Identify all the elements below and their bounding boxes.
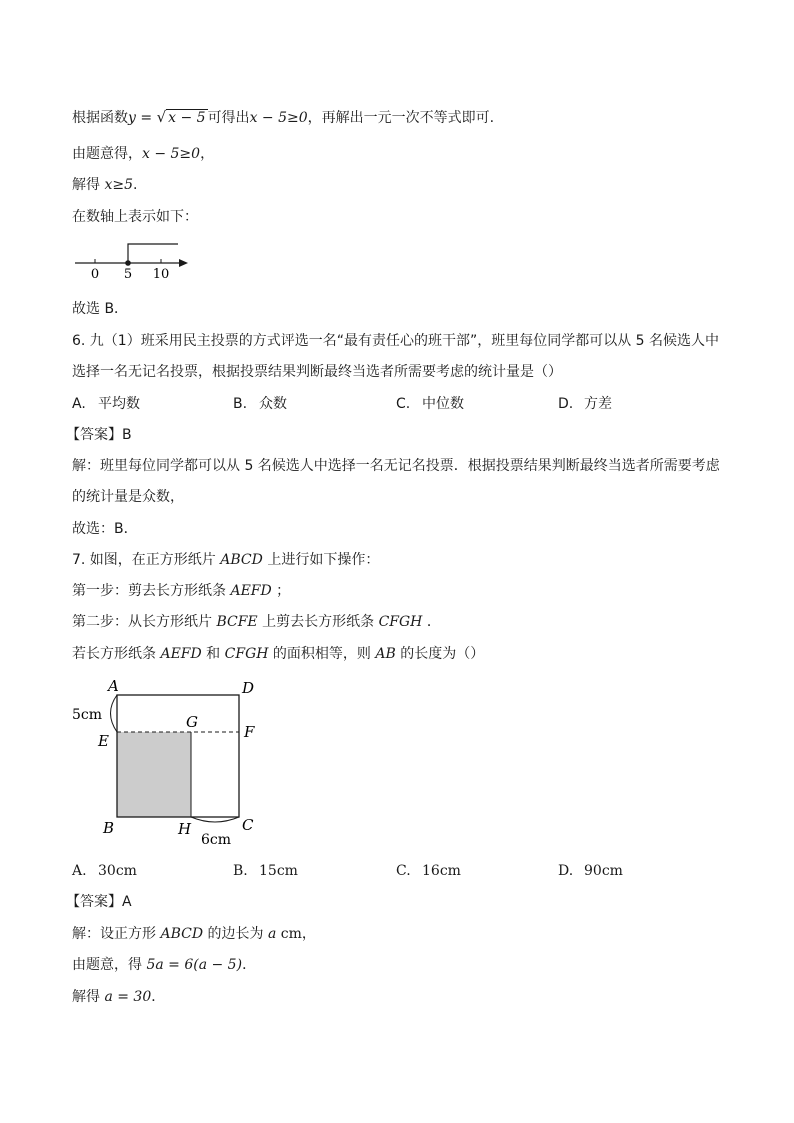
- radicand: x − 5: [168, 110, 206, 126]
- q7-option-a: A. 30cm: [72, 863, 137, 879]
- label-e: E: [98, 732, 109, 750]
- label-a: A: [108, 677, 119, 695]
- q6-solution-line-1: 解：班里每位同学都可以从 5 名候选人中选择一名无记名投票．根据投票结果判断最终当选者所需要考虑: [72, 458, 720, 474]
- shaded-rectangle-ebhg: [117, 732, 191, 817]
- q6-option-b: B. 众数: [233, 396, 287, 412]
- analysis-line-5: 故选 B．: [72, 301, 129, 317]
- tick-label-0: 0: [90, 267, 100, 282]
- q6-option-a: A. 平均数: [72, 396, 140, 412]
- q7-stem-line-4: 若长方形纸条 AEFD 和 CFGH 的面积相等，则 AB 的长度为（）: [72, 646, 485, 662]
- length-hc: 6cm: [201, 832, 232, 848]
- brace-ae: [111, 695, 118, 732]
- analysis-line-1: 根据函数y = √ x − 5 可得出x − 5≥0，再解出一元一次不等式即可.: [72, 108, 495, 126]
- length-ae: 5cm: [72, 707, 103, 723]
- q6-solution-line-3: 故选：B．: [72, 521, 138, 537]
- q6-answer: 【答案】B: [66, 427, 132, 443]
- brace-hc: [191, 817, 239, 822]
- q7-stem-line-1: 7. 如图，在正方形纸片 ABCD 上进行如下操作：: [72, 552, 380, 568]
- label-d: D: [242, 679, 255, 697]
- q6-option-d: D. 方差: [558, 396, 612, 412]
- label-f: F: [244, 723, 255, 741]
- tick-label-5: 5: [123, 267, 133, 282]
- q6-stem-line-2: 选择一名无记名投票，根据投票结果判断最终当选者所需要考虑的统计量是（）: [72, 364, 562, 380]
- solution-ray: [128, 244, 178, 263]
- label-g: G: [186, 713, 198, 731]
- q7-solution-line-3: 解得 a = 30．: [72, 989, 166, 1005]
- tick-label-10: 10: [152, 267, 170, 282]
- q7-option-d: D. 90cm: [558, 863, 623, 879]
- analysis-line-3: 解得 x≥5.: [72, 177, 138, 193]
- q7-stem-line-2: 第一步：剪去长方形纸条 AEFD ；: [72, 583, 291, 599]
- number-line-figure: [70, 236, 200, 284]
- solution-point: [125, 260, 131, 266]
- label-c: C: [242, 816, 254, 834]
- q7-answer: 【答案】A: [66, 894, 132, 910]
- square-paper-figure: [70, 672, 270, 852]
- q6-stem-line-1: 6. 九（1）班采用民主投票的方式评选一名“最有责任心的班干部”，班里每位同学都可以从 5 名候选人中: [72, 333, 720, 349]
- label-h: H: [178, 820, 192, 838]
- analysis-line-4: 在数轴上表示如下：: [72, 209, 198, 225]
- q7-solution-line-1: 解：设正方形 ABCD 的边长为 a cm，: [72, 926, 316, 942]
- label-b: B: [103, 819, 115, 837]
- q6-solution-line-2: 的统计量是众数，: [72, 489, 184, 505]
- q6-option-c: C. 中位数: [396, 396, 464, 412]
- number-line-arrow-icon: [179, 259, 188, 267]
- analysis-line-2: 由题意得，x − 5≥0，: [72, 146, 215, 162]
- q7-stem-line-3: 第二步：从长方形纸片 BCFE 上剪去长方形纸条 CFGH ．: [72, 614, 441, 630]
- q7-option-c: C. 16cm: [396, 863, 461, 879]
- q7-solution-line-2: 由题意，得 5a = 6(a − 5)．: [72, 957, 257, 973]
- q7-option-b: B. 15cm: [233, 863, 298, 879]
